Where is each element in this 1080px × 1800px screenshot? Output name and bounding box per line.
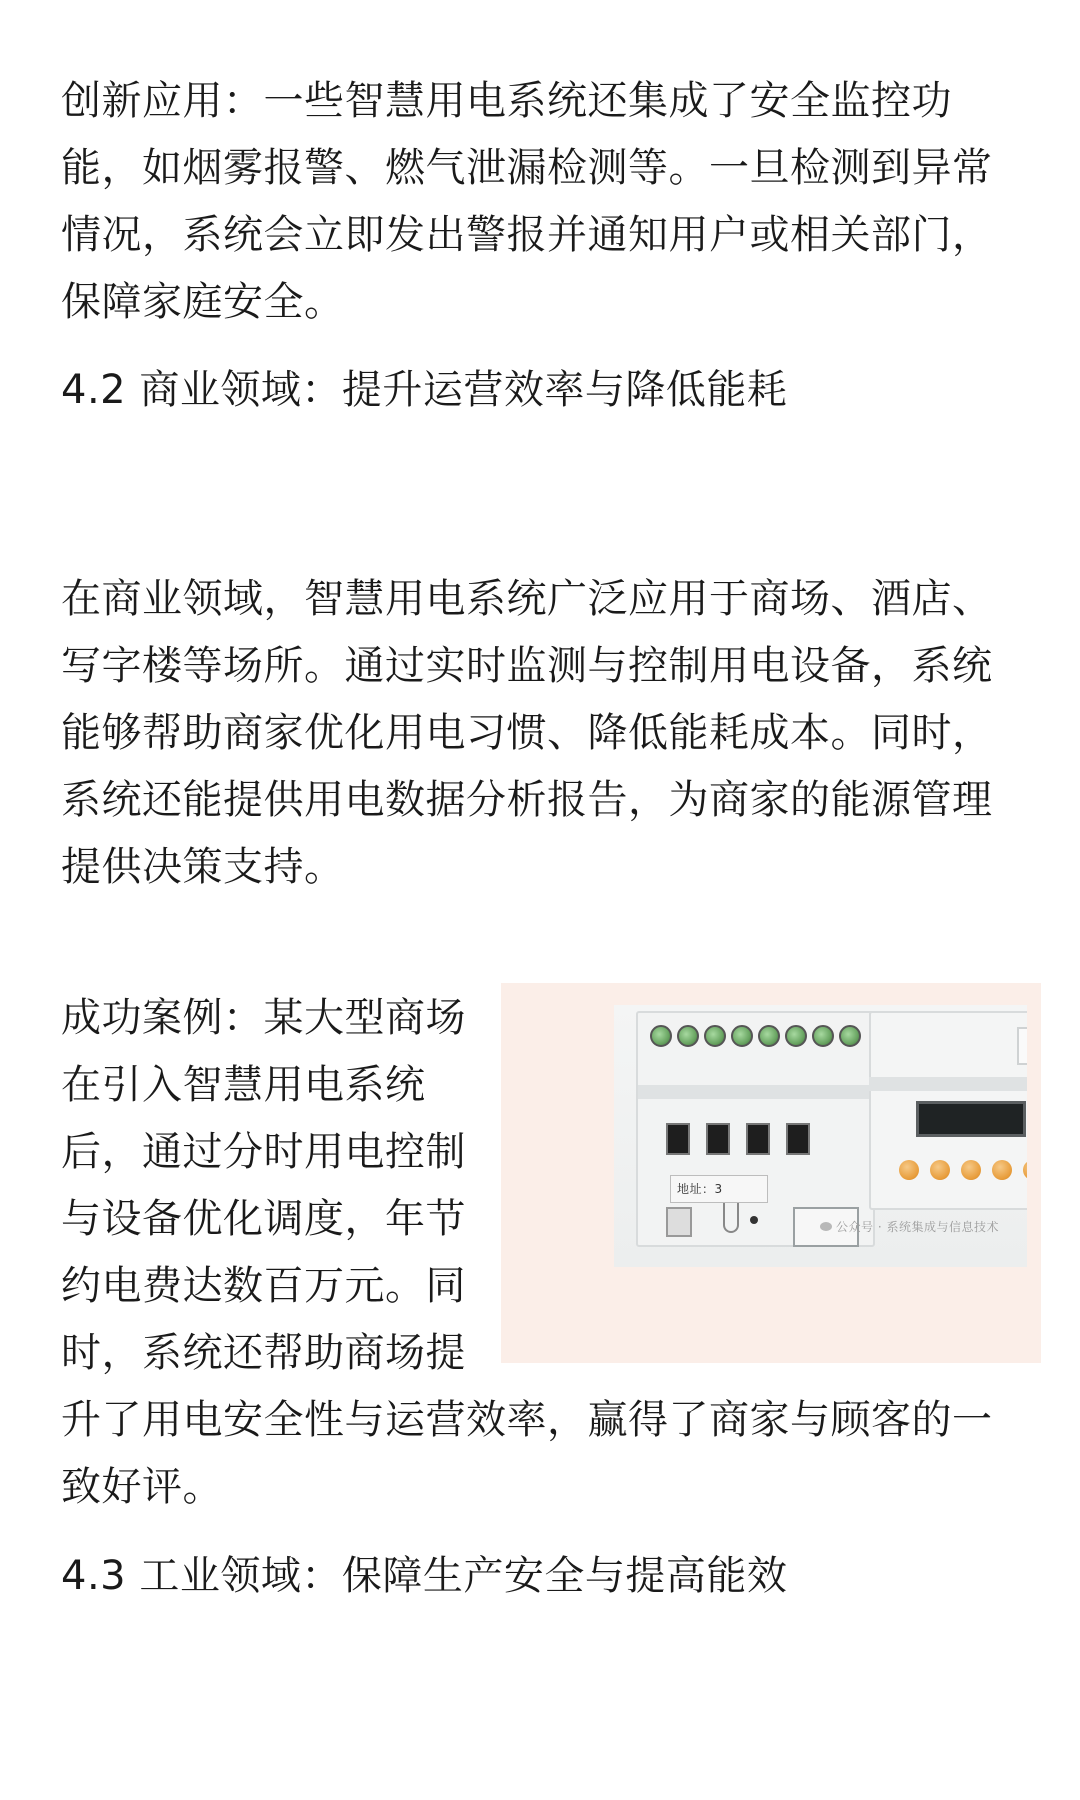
button-row <box>899 1160 1027 1180</box>
led-icon <box>758 1025 780 1047</box>
heading-4-3: 4.3 工业领域：保障生产安全与提高能效 <box>61 1553 788 1599</box>
heading-4-2: 4.2 商业领域：提升运营效率与降低能耗 <box>61 367 788 413</box>
paragraph-case: 成功案例：某大型商场在引入智慧用电系统后，通过分时用电控制与设备优化调度，年节约电费达数百万元。同时，系统还帮助商场提升了用电安全性与运营效率，赢得了商家与顾客的一致好评。 <box>61 995 993 1510</box>
address-label: 地址：3 <box>670 1175 768 1203</box>
led-icon <box>812 1025 834 1047</box>
led-icon <box>650 1025 672 1047</box>
round-button-icon <box>1023 1160 1027 1180</box>
led-icon <box>677 1025 699 1047</box>
lcd-display <box>916 1101 1026 1137</box>
round-button-icon <box>992 1160 1012 1180</box>
indicator-leds <box>650 1025 861 1047</box>
terminal-connector <box>666 1207 692 1237</box>
round-button-icon <box>930 1160 950 1180</box>
led-icon <box>785 1025 807 1047</box>
screw-dot <box>750 1216 758 1224</box>
watermark-text: 公众号 · 系统集成与信息技术 <box>836 1220 999 1234</box>
led-icon <box>731 1025 753 1047</box>
device-figure <box>501 983 1041 1363</box>
hook-icon <box>723 1203 739 1233</box>
switch-row <box>666 1123 810 1155</box>
paragraph-innovation: 创新应用：一些智慧用电系统还集成了安全监控功能，如烟雾报警、燃气泄漏检测等。一旦检测到异常情况，系统会立即发出警报并通知用户或相关部门，保障家庭安全。 <box>61 78 993 325</box>
toggle-switch-icon <box>786 1123 810 1155</box>
led-icon <box>839 1025 861 1047</box>
round-button-icon <box>961 1160 981 1180</box>
toggle-switch-icon <box>666 1123 690 1155</box>
wechat-icon <box>820 1222 832 1231</box>
watermark <box>820 1194 999 1261</box>
round-button-icon <box>899 1160 919 1180</box>
smart-meter-photo <box>614 1005 1027 1267</box>
toggle-switch-icon <box>706 1123 730 1155</box>
toggle-switch-icon <box>746 1123 770 1155</box>
case-block <box>61 985 1006 1521</box>
brand-band <box>638 1085 873 1099</box>
paragraph-commercial: 在商业领域，智慧用电系统广泛应用于商场、酒店、写字楼等场所。通过实时监测与控制用电设备，系统能够帮助商家优化用电习惯、降低能耗成本。同时，系统还能提供用电数据分析报告，为商家的能源管理提供决策支持。 <box>61 576 993 890</box>
side-slot <box>1017 1027 1027 1065</box>
brand-band-side <box>869 1077 1027 1091</box>
led-icon <box>704 1025 726 1047</box>
